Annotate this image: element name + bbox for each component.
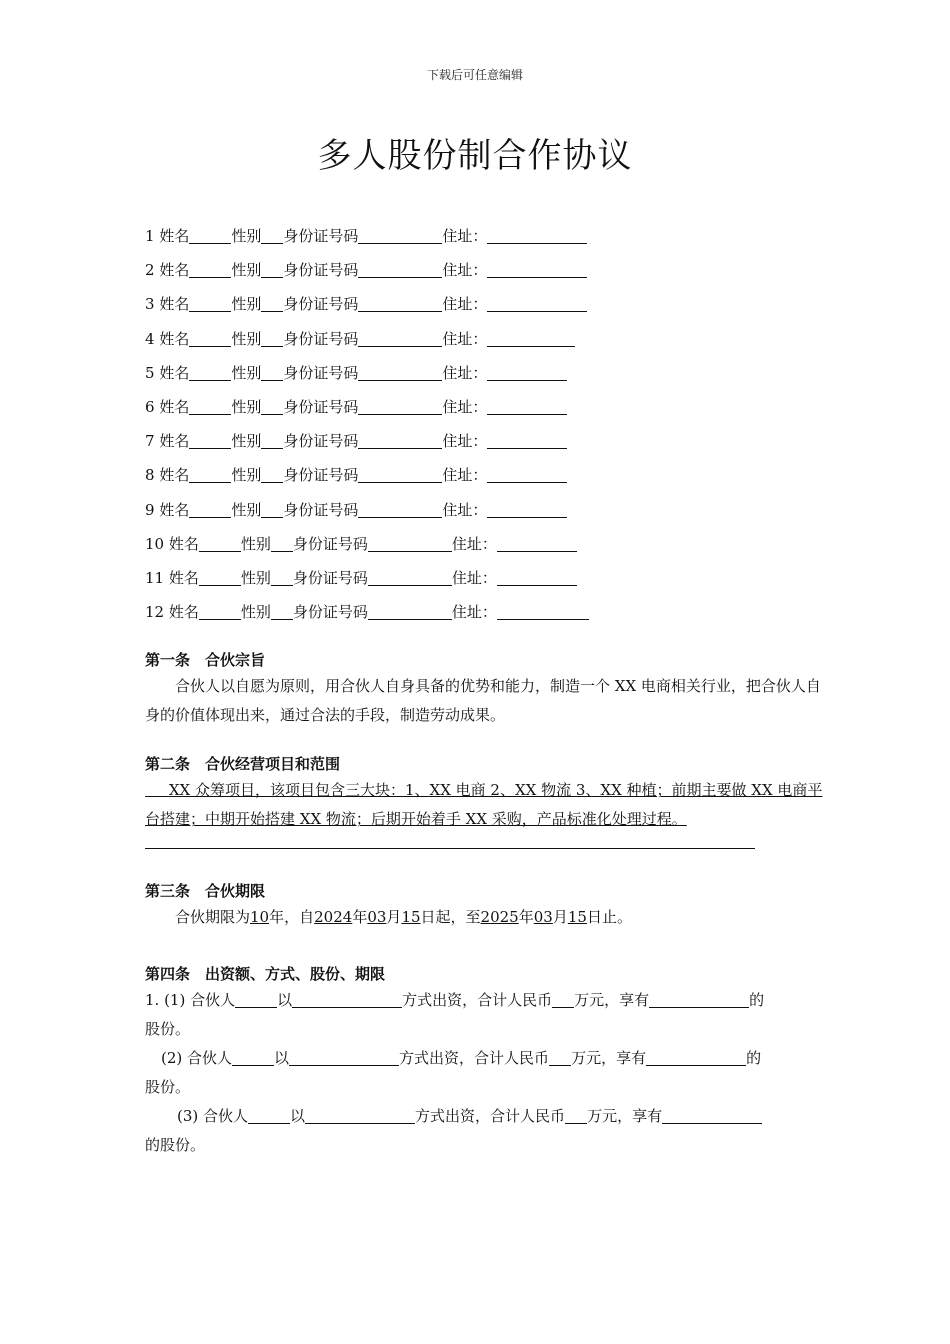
name-blank[interactable] [189,500,231,518]
address-blank[interactable] [487,363,567,381]
gender-blank[interactable] [261,465,283,483]
partner-row: 5 姓名 性别 身份证号码 住址： [145,361,825,395]
term-years[interactable]: 10 [250,908,270,927]
amount-blank[interactable] [565,1106,587,1124]
article-3-title: 第三条 合伙期限 [145,882,266,901]
name-blank[interactable] [199,568,241,586]
end-year[interactable]: 2025 [480,908,519,927]
id-blank[interactable] [368,534,452,552]
name-blank[interactable] [189,260,231,278]
address-blank[interactable] [497,568,577,586]
name-blank[interactable] [199,602,241,620]
article-1 [145,648,825,730]
address-blank[interactable] [497,534,577,552]
id-blank[interactable] [358,465,442,483]
gender-blank[interactable] [271,602,293,620]
address-blank[interactable] [487,294,587,312]
address-blank[interactable] [487,397,567,415]
end-day[interactable]: 15 [567,908,587,927]
gender-blank[interactable] [261,329,283,347]
address-blank[interactable] [487,465,567,483]
partner-row: 9 姓名 性别 身份证号码 住址： [145,498,825,532]
partner-list [145,224,825,634]
method-blank[interactable] [289,1048,399,1066]
gender-blank[interactable] [261,226,283,244]
id-blank[interactable] [358,260,442,278]
partner-row: 4 姓名 性别 身份证号码 住址： [145,327,825,361]
article-2 [145,752,825,849]
partner-row: 3 姓名 性别 身份证号码 住址： [145,292,825,326]
gender-blank[interactable] [261,397,283,415]
method-blank[interactable] [305,1106,415,1124]
id-blank[interactable] [358,294,442,312]
id-blank[interactable] [358,363,442,381]
document-body [145,224,825,1160]
page-header: 下载后可任意编辑 [426,68,523,82]
name-blank[interactable] [189,294,231,312]
share-blank[interactable] [649,990,749,1008]
contribution-item: (2) 合伙人 以 方式出资，合计人民币 万元，享有 的 [161,1049,762,1068]
id-blank[interactable] [358,329,442,347]
id-blank[interactable] [358,226,442,244]
partner-row: 7 姓名 性别 身份证号码 住址： [145,429,825,463]
article-3 [145,879,825,932]
partner-row: 11 姓名 性别 身份证号码 住址： [145,566,825,600]
partner-row: 2 姓名 性别 身份证号码 住址： [145,258,825,292]
partner-blank[interactable] [248,1106,290,1124]
partner-blank[interactable] [235,990,277,1008]
article-1-body: 合伙人以自愿为原则，用合伙人自身具备的优势和能力，制造一个 XX 电商相关行业，把合伙人自身的价值体现出来，通过合法的手段，制造劳动成果。 [145,677,821,725]
document-title: 多人股份制合作协议 [317,136,633,176]
method-blank[interactable] [292,990,402,1008]
name-blank[interactable] [189,431,231,449]
id-blank[interactable] [358,397,442,415]
start-month[interactable]: 03 [367,908,387,927]
address-blank[interactable] [497,602,589,620]
id-blank[interactable] [358,431,442,449]
amount-blank[interactable] [549,1048,571,1066]
partner-row: 1 姓名 性别 身份证号码 住址： [145,224,825,258]
address-blank[interactable] [487,260,587,278]
contribution-item: 1. (1) 合伙人 以 方式出资，合计人民币 万元，享有 的 [145,991,765,1010]
end-month[interactable]: 03 [533,908,553,927]
article-2-body: XX 众筹项目，该项目包含三大块：1、XX 电商 2、XX 物流 3、XX 种植；前期主要做 XX 电商平台搭建；中期开始搭建 XX 物流；后期开始着手 XX 采购，产品标准化处理过程。 [145,781,823,829]
partner-row: 12 姓名 性别 身份证号码 住址： [145,600,825,634]
name-blank[interactable] [189,397,231,415]
gender-blank[interactable] [261,260,283,278]
gender-blank[interactable] [271,534,293,552]
share-blank[interactable] [662,1106,762,1124]
blank-line[interactable] [145,834,755,849]
gender-blank[interactable] [261,500,283,518]
name-blank[interactable] [189,226,231,244]
partner-row: 8 姓名 性别 身份证号码 住址： [145,463,825,497]
article-3-body: 合伙期限为10年，自2024年03月15日起，至2025年03月15日止。 [175,908,632,927]
share-blank[interactable] [646,1048,746,1066]
address-blank[interactable] [487,500,567,518]
name-blank[interactable] [189,363,231,381]
start-year[interactable]: 2024 [314,908,353,927]
gender-blank[interactable] [261,431,283,449]
address-blank[interactable] [487,329,575,347]
gender-blank[interactable] [271,568,293,586]
article-4: 第四条 出资额、方式、股份、期限 1. (1) 合伙人 以 方式出资，合计人民币 万元，享有 的 股份。 (2) 合伙人 以 方式出资，合计人民币 万元，享有 的 股份。 (3) 合伙人 以 方式出资，合计人民币 万元，享有 的股份。 [145,962,825,1160]
name-blank[interactable] [189,329,231,347]
article-1-title: 第一条 合伙宗旨 [145,651,266,670]
address-blank[interactable] [487,431,567,449]
address-blank[interactable] [487,226,587,244]
contribution-item: (3) 合伙人 以 方式出资，合计人民币 万元，享有 [145,1102,825,1131]
gender-blank[interactable] [261,363,283,381]
partner-blank[interactable] [232,1048,274,1066]
article-2-title: 第二条 合伙经营项目和范围 [145,755,341,774]
id-blank[interactable] [358,500,442,518]
gender-blank[interactable] [261,294,283,312]
start-day[interactable]: 15 [401,908,421,927]
id-blank[interactable] [368,568,452,586]
id-blank[interactable] [368,602,452,620]
name-blank[interactable] [199,534,241,552]
partner-row: 6 姓名 性别 身份证号码 住址： [145,395,825,429]
name-blank[interactable] [189,465,231,483]
amount-blank[interactable] [552,990,574,1008]
partner-row: 10 姓名 性别 身份证号码 住址： [145,532,825,566]
article-4-title: 第四条 出资额、方式、股份、期限 [145,965,386,984]
